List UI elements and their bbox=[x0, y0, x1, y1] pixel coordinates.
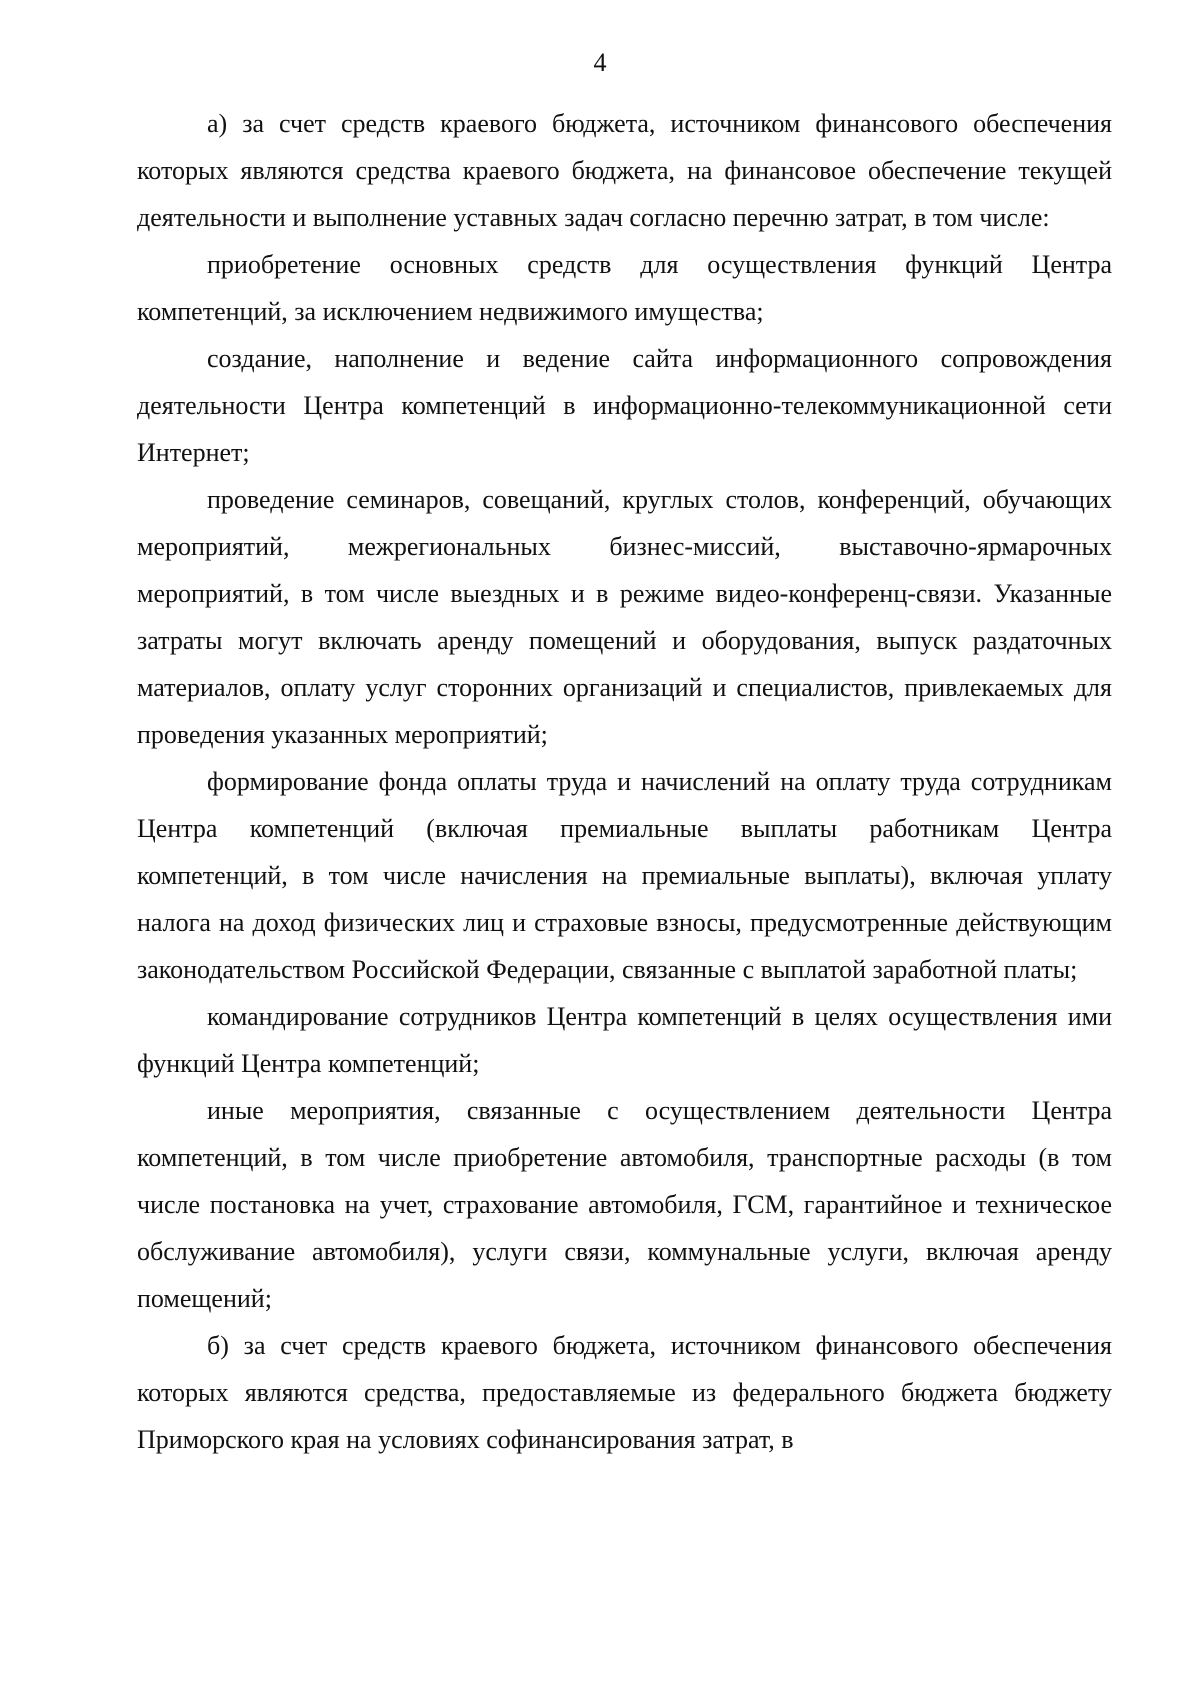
paragraph-business-trips: командирование сотрудников Центра компетенций в целях осуществления ими функций Центра компетенций; bbox=[137, 1002, 1112, 1078]
document-body bbox=[137, 100, 1112, 1463]
paragraph-b-federal-cofinancing: б) за счет средств краевого бюджета, источником финансового обеспечения которых являются средства, предоставляемые из федерального бюджета бюджету Приморского края на условиях софинансирования затрат, в bbox=[137, 1331, 1112, 1454]
paragraph-payroll: формирование фонда оплаты труда и начислений на оплату труда сотрудникам Центра компетенций (включая премиальные выплаты работникам Центра компетенций, в том числе начисления на премиальные выплаты), включая уплату налога на доход физических лиц и страховые взносы, предусмотренные действующим законодательством Российской Федерации, связанные с выплатой заработной платы; bbox=[137, 767, 1112, 984]
page-number: 4 bbox=[593, 48, 607, 77]
paragraph-seminars: проведение семинаров, совещаний, круглых столов, конференций, обучающих мероприятий, межрегиональных бизнес-миссий, выставочно-ярмарочных мероприятий, в том числе выездных и в режиме видео-конференц-связи. Указанные затраты могут включать аренду помещений и оборудования, выпуск раздаточных материалов, оплату услуг сторонних организаций и специалистов, привлекаемых для проведения указанных мероприятий; bbox=[137, 485, 1112, 749]
paragraph-fixed-assets: приобретение основных средств для осуществления функций Центра компетенций, за исключением недвижимого имущества; bbox=[137, 250, 1112, 326]
paragraph-a-regional-budget: а) за счет средств краевого бюджета, источником финансового обеспечения которых являются средства краевого бюджета, на финансовое обеспечение текущей деятельности и выполнение уставных задач согласно перечню затрат, в том числе: bbox=[137, 109, 1112, 232]
paragraph-other-activities: иные мероприятия, связанные с осуществлением деятельности Центра компетенций, в том числе приобретение автомобиля, транспортные расходы (в том числе постановка на учет, страхование автомобиля, ГСМ, гарантийное и техническое обслуживание автомобиля), услуги связи, коммунальные услуги, включая аренду помещений; bbox=[137, 1096, 1112, 1313]
paragraph-website: создание, наполнение и ведение сайта информационного сопровождения деятельности Центра компетенций в информационно-телекоммуникационной сети Интернет; bbox=[137, 344, 1112, 467]
